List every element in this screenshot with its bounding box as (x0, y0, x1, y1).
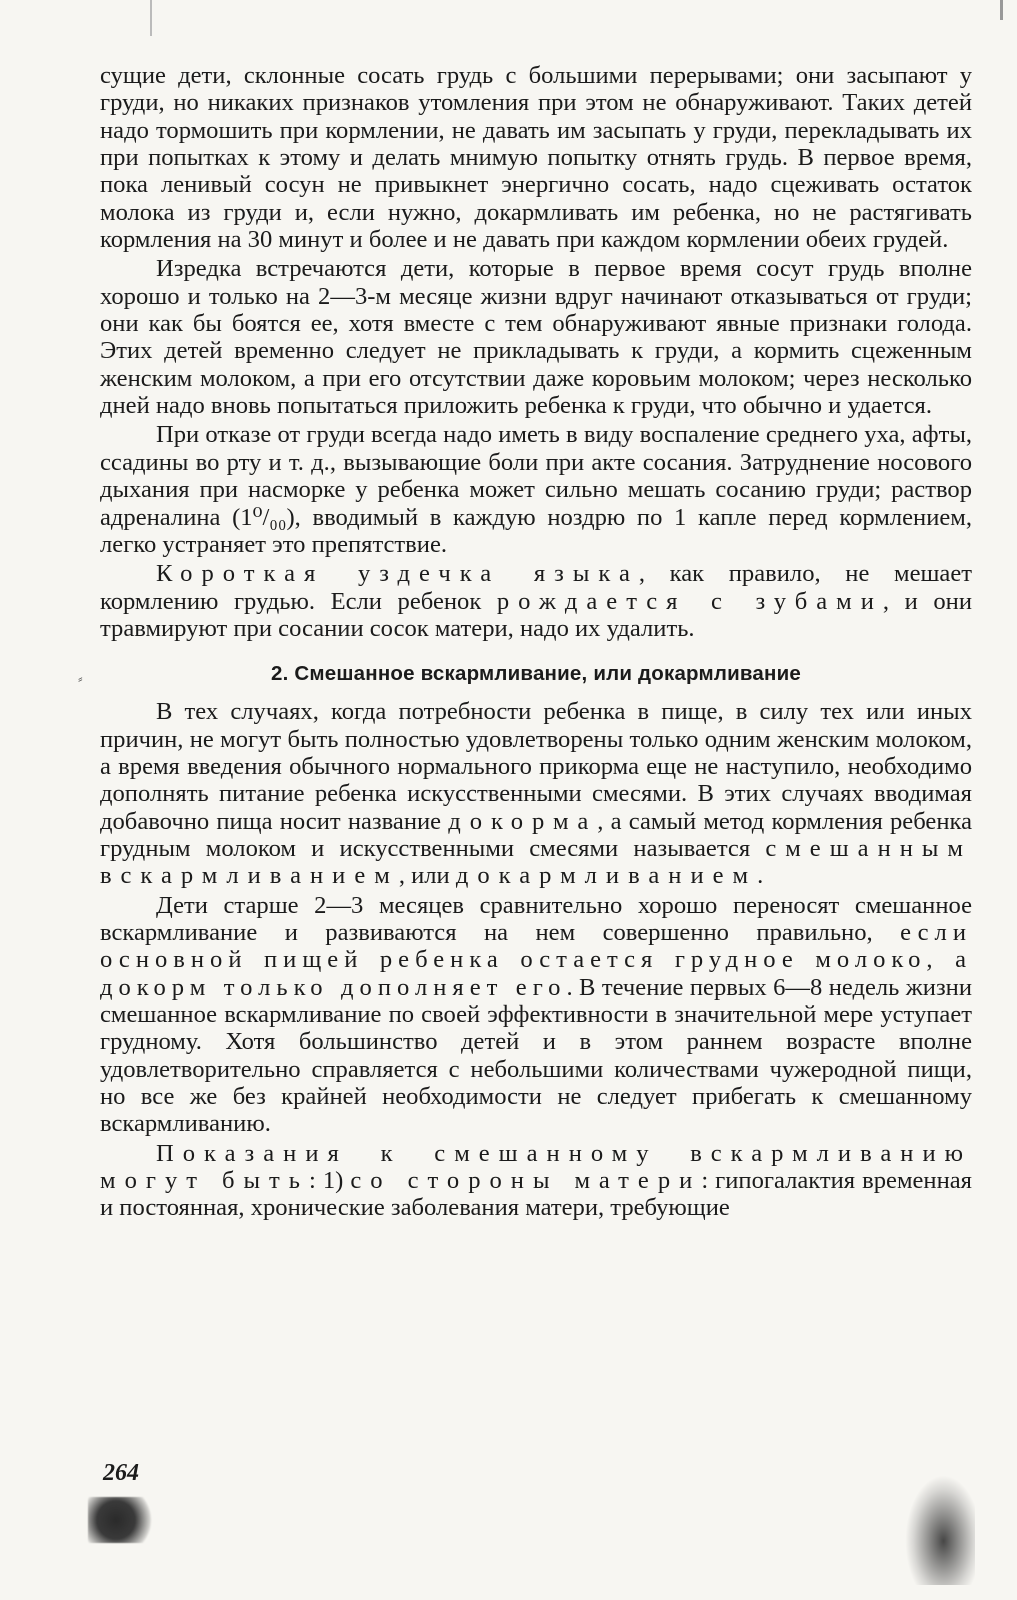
margin-mark: ⸗ (78, 672, 83, 687)
spaced-term-born-with-teeth: рождается с зубами (496, 587, 883, 615)
spaced-term-supplementing: докармливанием (455, 862, 758, 890)
spaced-term-short-frenulum: Короткая уздечка языка (156, 560, 639, 588)
paragraph-1: сущие дети, склонные сосать грудь с большими перерывами; они засыпают у груди, но никаких признаков утомления при этом не обнаруживают. Таких детей надо тормошить при кормлении, не давать им засыпать у груди, перекладывать их при попытках к этому и делать мнимую попытку отнять грудь. В первое время, пока ленивый сосун не привыкнет энергично сосать, надо сцеживать остаток молока из груди и, если нужно, докармливать им ребенка, но не растягивать кормления на 30 минут и более и не давать при каждом кормлении обеих грудей. (100, 62, 972, 254)
paragraph-5 (100, 698, 972, 889)
paragraph-5-text-2: , а самый метод кормления ребенка грудным молоком и искусственными смесями называется (100, 807, 972, 862)
paragraph-3: При отказе от груди всегда надо иметь в виду воспаление среднего уха, афты, ссадины во рту и т. д., вызывающие боли при акте сосания. Затруднение носового дыхания при насморке у ребенка может сильно мешать сосанию груди; раствор адреналина (1⁰/₀₀), вводимый в каждую ноздрю по 1 капле перед кормлением, легко устраняет это препятствие. (100, 421, 972, 558)
paragraph-5-text-1: В тех случаях, когда потребности ребенка в пище, в силу тех или иных причин, не могут быть полностью удовлетворены только одним женским молоком, а время введения обычного нормального прикорма еще не наступило, необходимо дополнять питание ребенка искусственными смесями. В этих случаях вводимая добавочно пища носит название (100, 698, 972, 835)
page-number: 264 (103, 1460, 139, 1486)
paragraph-7 (100, 1140, 972, 1222)
paragraph-4 (100, 560, 972, 642)
paragraph-7-text-1: : 1) (309, 1167, 351, 1195)
spaced-term-indications: Показания к смешанному вскармливанию могут быть (100, 1139, 972, 1195)
paragraph-5-text-4: . (757, 862, 764, 890)
spaced-term-mixed-feeding: смешанным вскармливанием (100, 834, 972, 890)
paragraph-4-text-1: , как правило, не мешает кормлению грудью. Если ребенок (100, 560, 973, 615)
paragraph-6-text-1: Дети старше 2—3 месяцев сравнительно хорошо переносят смешанное вскармливание и развиваются на нем совершенно правильно, (100, 891, 972, 946)
paragraph-6-text-2: . В течение первых 6—8 недель жизни смешанное вскармливание по своей эффективности в значительной мере уступает грудному. Хотя большинство детей и в этом раннем возрасте вполне удовлетворительно справляется с небольшими количествами чужеродной пищи, но все же без крайней необходимости не следует прибегать к смешанному вскармливанию. (100, 973, 972, 1138)
top-edge-mark (150, 0, 152, 36)
spaced-term-breast-milk-basis: если основной пищей ребенка остается грудное молоко, а докорм только дополняет его (100, 918, 972, 1001)
paragraph-7-text-2: : гипогалактия временная и постоянная, хронические заболевания матери, требующие (100, 1167, 972, 1222)
paragraph-2: Изредка встречаются дети, которые в первое время сосут грудь вполне хорошо и только на 2—3-м месяце жизни вдруг начинают отказываться от груди; они как бы боятся ее, хотя вместе с тем обнаруживают явные признаки голода. Этих детей временно следует не прикладывать к груди, а кормить сцеженным женским молоком, а при его отсутствии даже коровьим молоком; через несколько дней надо вновь попытаться приложить ребенка к груди, что обычно и удается. (100, 255, 972, 420)
paragraph-6 (100, 892, 972, 1138)
paragraph-5-text-3: , или (398, 862, 456, 890)
spaced-term-mother-side: со стороны матери (350, 1167, 702, 1195)
library-stamp-icon (88, 1497, 158, 1543)
top-right-edge-mark (1000, 0, 1003, 20)
paragraph-4-text-2: , и они травмируют при сосании сосок матери, надо их удалить. (100, 587, 972, 642)
spaced-term-dokorm: докорма (448, 807, 598, 835)
section-heading: 2. Смешанное вскармливание, или докармливание (270, 662, 802, 686)
page-body (100, 62, 972, 1222)
ink-blot-icon (905, 1475, 975, 1585)
